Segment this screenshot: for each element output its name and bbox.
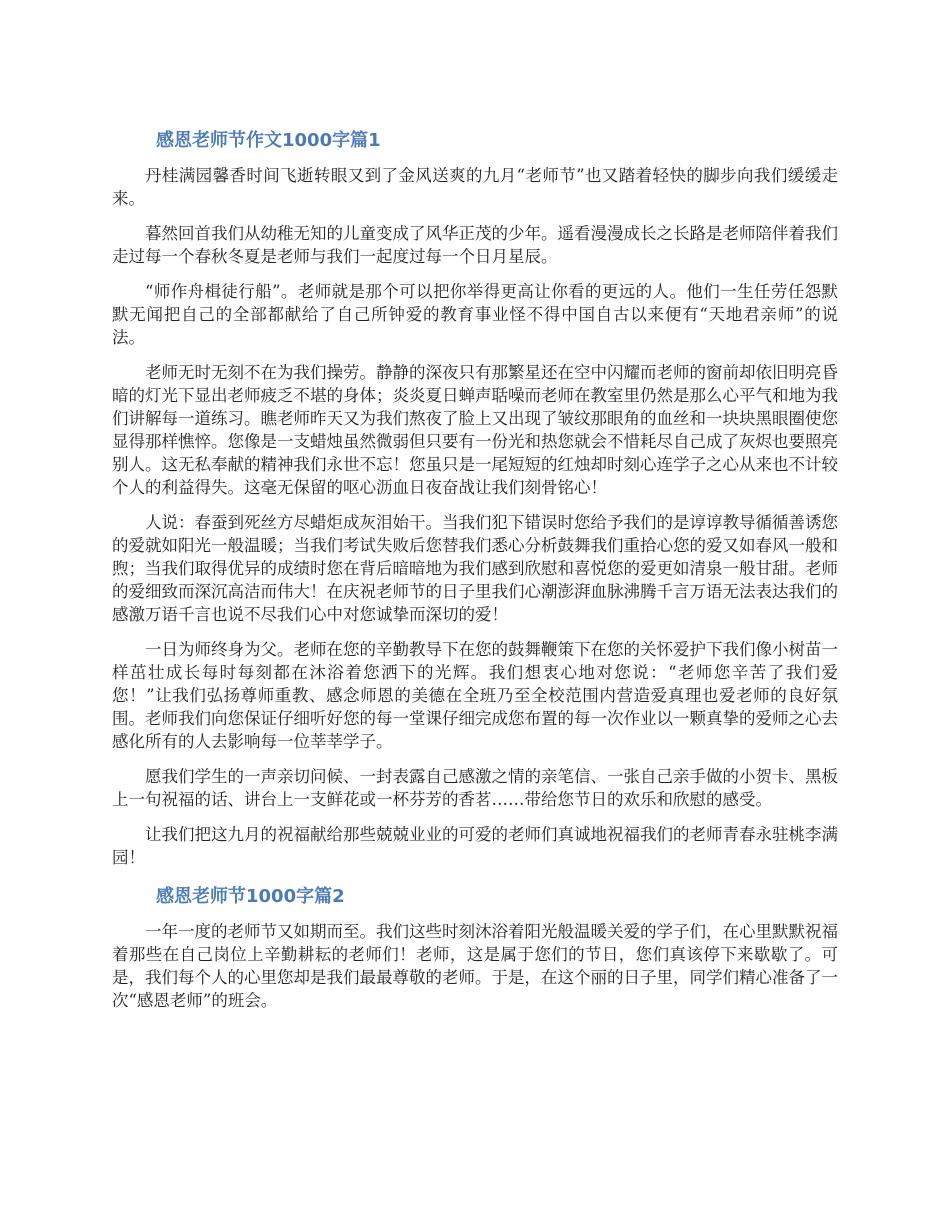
section-2-paragraph-1: 一年一度的老师节又如期而至。我们这些时刻沐浴着阳光般温暖关爱的学子们，在心里默默祝福着那些在自己岗位上辛勤耕耘的老师们！老师，这是属于您们的节日，您们真该停下来歇歇了。可是，我们每个人的心里您却是我们最最尊敬的老师。于是，在这个丽的日子里，同学们精心准备了一次“感恩老师”的班会。	[112, 922, 838, 1010]
section-1-paragraph-4: 老师无时无刻不在为我们操劳。静静的深夜只有那繁星还在空中闪耀而老师的窗前却依旧明亮昏暗的灯光下显出老师疲乏不堪的身体；炎炎夏日蝉声聒噪而老师在教室里仍然是那么心平气和地为我们讲解每一道练习。瞧老师昨天又为我们熬夜了脸上又出现了皱纹那眼角的血丝和一块块黑眼圈使您显得那样憔悴。您像是一支蜡烛虽然微弱但只要有一份光和热您就会不惜耗尽自己成了灰烬也要照亮别人。这无私奉献的精神我们永世不忘！您虽只是一尾短短的红烛却时刻心连学子之心从来也不计较个人的利益得失。这毫无保留的呕心沥血日夜奋战让我们刻骨铭心！	[112, 363, 838, 497]
section-2-title: 感恩老师节1000字篇2	[156, 886, 345, 907]
section-1-paragraph-8: 让我们把这九月的祝福献给那些兢兢业业的可爱的老师们真诚地祝福我们的老师青春永驻桃李满园！	[112, 825, 838, 867]
section-1-paragraph-6: 一日为师终身为父。老师在您的辛勤教导下在您的鼓舞鞭策下在您的关怀爱护下我们像小树苗一样茁壮成长每时每刻都在沐浴着您洒下的光辉。我们想衷心地对您说：“老师您辛苦了我们爱您！”让我们弘扬尊师重教、感念师恩的美德在全班乃至全校范围内营造爱真理也爱老师的良好氛围。老师我们向您保证仔细听好您的每一堂课仔细完成您布置的每一次作业以一颗真挚的爱师之心去感化所有的人去影响每一位莘莘学子。	[112, 640, 838, 751]
section-1-paragraph-2: 暮然回首我们从幼稚无知的儿童变成了风华正茂的少年。遥看漫漫成长之长路是老师陪伴着我们走过每一个春秋冬夏是老师与我们一起度过每一个日月星辰。	[112, 224, 838, 266]
section-1-title: 感恩老师节作文1000字篇1	[156, 130, 381, 151]
section-1-paragraph-7: 愿我们学生的一声亲切问候、一封表露自己感激之情的亲笔信、一张自己亲手做的小贺卡、黑板上一句祝福的话、讲台上一支鲜花或一杯芬芳的香茗……带给您节日的欢乐和欣慰的感受。	[112, 767, 838, 809]
section-1-paragraph-3: “师作舟楫徒行船”。老师就是那个可以把你举得更高让你看的更远的人。他们一生任劳任怨默默无闻把自己的全部都献给了自己所钟爱的教育事业怪不得中国自古以来便有“天地君亲师”的说法。	[112, 282, 838, 347]
section-1-paragraph-5: 人说：春蚕到死丝方尽蜡炬成灰泪始干。当我们犯下错误时您给予我们的是谆谆教导循循善诱您的爱就如阳光一般温暖；当我们考试失败后您替我们悉心分析鼓舞我们重拾心您的爱又如春风一般和煦；当我们取得优异的成绩时您在背后暗暗地为我们感到欣慰和喜悦您的爱更如清泉一般甘甜。老师的爱细致而深沉高洁而伟大！在庆祝老师节的日子里我们心潮澎湃血脉沸腾千言万语无法表达我们的感激万语千言也说不尽我们心中对您诚挚而深切的爱！	[112, 513, 838, 624]
document-body	[112, 127, 838, 1024]
section-1-paragraph-1: 丹桂满园馨香时间飞逝转眼又到了金风送爽的九月“老师节”也又踏着轻快的脚步向我们缓缓走来。	[112, 166, 838, 208]
